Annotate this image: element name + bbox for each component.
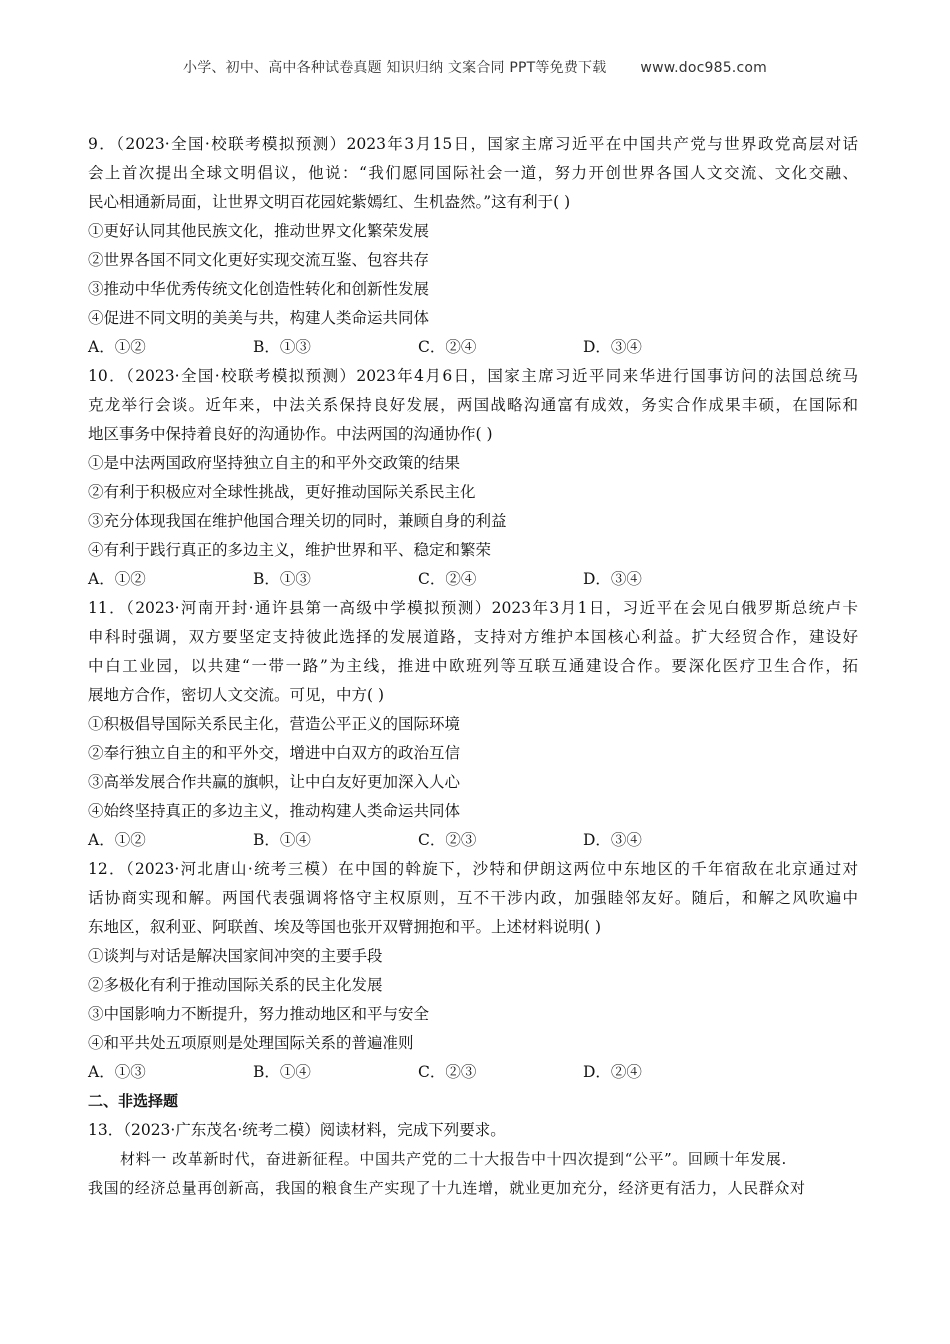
option-d[interactable]: D．③④ <box>583 338 642 356</box>
question-13-stem: 13．（2023·广东茂名·统考二模）阅读材料，完成下列要求。 <box>88 1121 506 1139</box>
statement-item: ②多极化有利于推动国际关系的民主化发展 <box>88 976 383 994</box>
question-stem-line: 12．（2023·河北唐山·统考三模）在中国的斡旋下，沙特和伊朗这两位中东地区的千年宿敌在北京通过对 <box>88 860 858 878</box>
option-b[interactable]: B．①③ <box>253 570 311 588</box>
option-d[interactable]: D．③④ <box>583 831 642 849</box>
statement-item: ③高举发展合作共赢的旗帜，让中白友好更加深入人心 <box>88 773 461 791</box>
option-b[interactable]: B．①④ <box>253 1063 311 1081</box>
statement-item: ①是中法两国政府坚持独立自主的和平外交政策的结果 <box>88 454 461 472</box>
question-9 <box>88 130 858 362</box>
exam-content <box>88 130 858 1203</box>
question-stem-line: 会上首次提出全球文明倡议，他说：“我们愿同国际社会一道，努力开创世界各国人文交流、文化交融、 <box>88 164 858 182</box>
statement-item: ④始终坚持真正的多边主义，推动构建人类命运共同体 <box>88 802 461 820</box>
answer-options <box>88 565 858 594</box>
statement-item: ①谈判与对话是解决国家间冲突的主要手段 <box>88 947 383 965</box>
option-a[interactable]: A．①② <box>88 831 146 849</box>
statement-item: ③充分体现我国在维护他国合理关切的同时，兼顾自身的利益 <box>88 512 507 530</box>
question-stem-line: 克龙举行会谈。近年来，中法关系保持良好发展，两国战略沟通富有成效，务实合作成果丰硕，在国际和 <box>88 396 858 414</box>
option-b[interactable]: B．①④ <box>253 831 311 849</box>
material-line: 材料一 改革新时代，奋进新征程。中国共产党的二十大报告中十四次提到“公平”。回顾十年发展. <box>120 1150 787 1168</box>
option-c[interactable]: C．②③ <box>418 1063 477 1081</box>
question-11 <box>88 594 858 855</box>
option-c[interactable]: C．②④ <box>418 338 477 356</box>
option-a[interactable]: A．①② <box>88 570 146 588</box>
question-stem-line: 地区事务中保持着良好的沟通协作。中法两国的沟通协作( ) <box>88 425 493 443</box>
header-text: 小学、初中、高中各种试卷真题 知识归纳 文案合同 PPT等免费下载 <box>183 60 607 76</box>
option-a[interactable]: A．①② <box>88 338 146 356</box>
question-12 <box>88 855 858 1087</box>
question-stem-line: 展地方合作，密切人文交流。可见，中方( ) <box>88 686 385 704</box>
section-title: 二、非选择题 <box>88 1092 179 1110</box>
statement-item: ④促进不同文明的美美与共，构建人类命运共同体 <box>88 309 430 327</box>
statement-item: ②有利于积极应对全球性挑战，更好推动国际关系民主化 <box>88 483 476 501</box>
question-stem-line: 9．（2023·全国·校联考模拟预测）2023年3月15日，国家主席习近平在中国共产党与世界政党高层对话 <box>88 135 858 153</box>
header-url[interactable]: www.doc985.com <box>640 60 767 76</box>
statement-item: ④和平共处五项原则是处理国际关系的普遍准则 <box>88 1034 414 1052</box>
option-c[interactable]: C．②③ <box>418 831 477 849</box>
question-stem-line: 10．（2023·全国·校联考模拟预测）2023年4月6日，国家主席习近平同来华进行国事访问的法国总统马 <box>88 367 858 385</box>
material-line: 我国的经济总量再创新高，我国的粮食生产实现了十九连增，就业更加充分，经济更有活力，人民群众对 <box>88 1179 806 1197</box>
question-stem-line: 申科时强调，双方要坚定支持彼此选择的发展道路，支持对方维护本国核心利益。扩大经贸合作，建设好 <box>88 628 858 646</box>
answer-options <box>88 826 858 855</box>
option-d[interactable]: D．②④ <box>583 1063 642 1081</box>
answer-options <box>88 333 858 362</box>
question-stem-line: 11．（2023·河南开封·通许县第一高级中学模拟预测）2023年3月1日，习近平在会见白俄罗斯总统卢卡 <box>88 599 858 617</box>
question-stem-line: 中白工业园，以共建“一带一路”为主线，推进中欧班列等互联互通建设合作。要深化医疗卫生合作，拓 <box>88 657 858 675</box>
statement-item: ②世界各国不同文化更好实现交流互鉴、包容共存 <box>88 251 430 269</box>
question-stem-line: 民心相通新局面，让世界文明百花园姹紫嫣红、生机盎然。”这有利于( ) <box>88 193 571 211</box>
statement-item: ③推动中华优秀传统文化创造性转化和创新性发展 <box>88 280 430 298</box>
statement-item: ①更好认同其他民族文化，推动世界文化繁荣发展 <box>88 222 430 240</box>
option-c[interactable]: C．②④ <box>418 570 477 588</box>
question-stem-line: 话协商实现和解。两国代表强调将恪守主权原则，互不干涉内政，加强睦邻友好。随后，和解之风吹遍中 <box>88 889 858 907</box>
option-d[interactable]: D．③④ <box>583 570 642 588</box>
question-10 <box>88 362 858 594</box>
option-a[interactable]: A．①③ <box>88 1063 146 1081</box>
statement-item: ③中国影响力不断提升，努力推动地区和平与安全 <box>88 1005 430 1023</box>
statement-item: ①积极倡导国际关系民主化，营造公平正义的国际环境 <box>88 715 461 733</box>
page-header <box>0 57 950 77</box>
statement-item: ④有利于践行真正的多边主义，维护世界和平、稳定和繁荣 <box>88 541 492 559</box>
answer-options <box>88 1058 858 1087</box>
statement-item: ②奉行独立自主的和平外交，增进中白双方的政治互信 <box>88 744 461 762</box>
question-stem-line: 东地区，叙利亚、阿联酋、埃及等国也张开双臂拥抱和平。上述材料说明( ) <box>88 918 602 936</box>
option-b[interactable]: B．①③ <box>253 338 311 356</box>
